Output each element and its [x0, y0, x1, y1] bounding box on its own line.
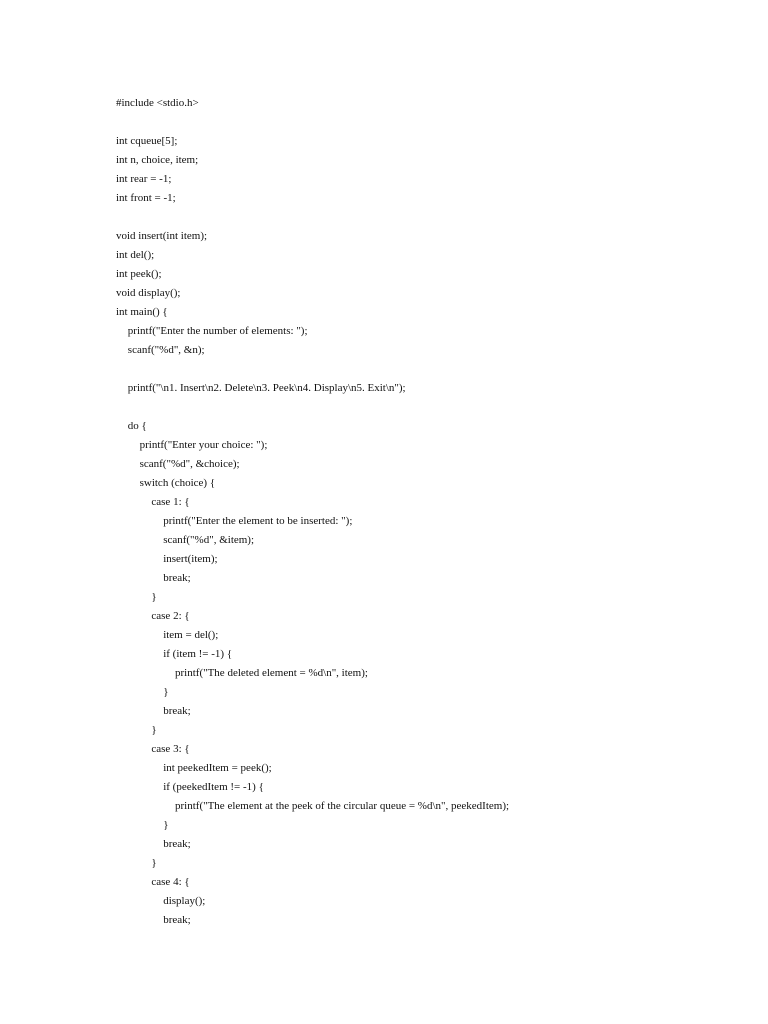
code-line: printf("Enter the number of elements: ");: [127, 325, 308, 337]
code-line: printf("Enter your choice: ");: [139, 439, 268, 451]
blank-line: [116, 398, 509, 417]
code-line: }: [163, 819, 169, 831]
code-line: break;: [163, 838, 191, 850]
blank-line: [116, 113, 509, 132]
code-line: }: [151, 724, 157, 736]
code-line: int cqueue[5];: [116, 135, 178, 147]
code-line: int n, choice, item;: [116, 154, 199, 166]
code-line: case 4: {: [151, 876, 190, 888]
code-line: int peek();: [116, 268, 162, 280]
code-line: if (item != -1) {: [163, 648, 233, 660]
code-line: break;: [163, 914, 191, 926]
code-line: case 1: {: [151, 496, 190, 508]
code-line: printf("The element at the peek of the circular queue = %d\n", peekedItem);: [175, 800, 510, 812]
code-line: break;: [163, 572, 191, 584]
code-line: item = del();: [163, 629, 219, 641]
code-line: switch (choice) {: [139, 477, 216, 489]
code-line: break;: [163, 705, 191, 717]
code-line: #include <stdio.h>: [116, 97, 199, 109]
code-line: }: [151, 591, 157, 603]
code-line: void insert(int item);: [116, 230, 208, 242]
blank-line: [116, 208, 509, 227]
code-line: case 2: {: [151, 610, 190, 622]
code-line: }: [163, 686, 169, 698]
code-line: printf("Enter the element to be inserted: ");: [163, 515, 353, 527]
code-line: }: [151, 857, 157, 869]
code-line: case 3: {: [151, 743, 190, 755]
code-line: int peekedItem = peek();: [163, 762, 272, 774]
code-line: int rear = -1;: [116, 173, 172, 185]
code-line: if (peekedItem != -1) {: [163, 781, 264, 793]
code-line: scanf("%d", &choice);: [139, 458, 240, 470]
code-line: int main() {: [116, 306, 168, 318]
code-line: printf("The deleted element = %d\n", item);: [175, 667, 368, 679]
code-line: void display();: [116, 287, 181, 299]
code-line: display();: [163, 895, 206, 907]
blank-line: [116, 360, 509, 379]
code-line: int del();: [116, 249, 155, 261]
code-listing: [116, 94, 509, 930]
code-line: do {: [127, 420, 147, 432]
code-line: printf("\n1. Insert\n2. Delete\n3. Peek\n4. Display\n5. Exit\n");: [127, 382, 406, 394]
code-line: scanf("%d", &n);: [127, 344, 205, 356]
code-line: int front = -1;: [116, 192, 176, 204]
code-line: insert(item);: [163, 553, 218, 565]
code-line: scanf("%d", &item);: [163, 534, 255, 546]
